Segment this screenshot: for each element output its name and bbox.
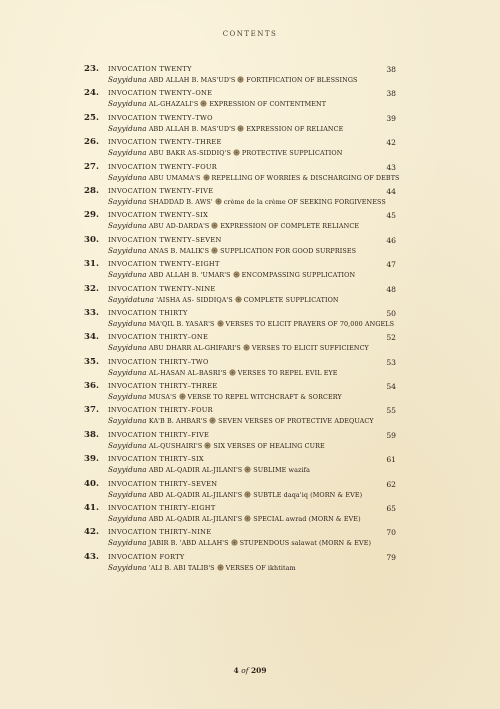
entry-subtitle	[108, 514, 361, 523]
entry-subtitle	[108, 563, 296, 572]
entry-subtitle	[108, 343, 369, 352]
honorific-seal-icon	[209, 417, 216, 424]
entry-description: VERSE TO REPEL WITCHCRAFT & SORCERY	[187, 393, 342, 402]
honorific-seal-icon	[237, 125, 244, 132]
entry-number: 36.	[84, 381, 99, 392]
entry-number: 31.	[84, 259, 99, 270]
entry-subtitle	[108, 441, 325, 450]
entry-number: 34.	[84, 332, 99, 343]
toc-entry[interactable]	[84, 259, 396, 283]
entry-page-number: 70	[386, 528, 396, 538]
entry-number: 35.	[84, 356, 99, 367]
entry-subtitle	[108, 75, 358, 84]
entry-honorific: Sayyiduna	[108, 172, 147, 182]
entry-page-number: 46	[386, 235, 396, 245]
entry-description: SUBTLE daqa'iq (MORN & EVE)	[253, 490, 363, 499]
entry-person: ABU UMAMA'S	[148, 173, 201, 182]
entry-page-number: 48	[386, 284, 396, 294]
entry-title: INVOCATION TWENTY–FOUR	[108, 162, 218, 171]
toc-entry[interactable]	[84, 113, 396, 137]
entry-honorific: Sayyiduna	[108, 514, 147, 524]
honorific-seal-icon	[231, 539, 238, 546]
entry-page-number: 55	[386, 406, 396, 416]
toc-entry-heading	[84, 552, 396, 563]
entry-person: MA'QIL B. YASAR'S	[148, 319, 215, 328]
entry-page-number: 53	[386, 357, 396, 367]
entry-title: INVOCATION TWENTY–NINE	[108, 284, 216, 293]
entry-title: INVOCATION THIRTY–THREE	[108, 382, 218, 391]
entry-honorific: Sayyiduna	[108, 196, 147, 206]
toc-entry-heading	[84, 503, 396, 514]
toc-entry-heading	[84, 357, 396, 368]
entry-page-number: 61	[386, 455, 396, 465]
toc-entry[interactable]	[84, 284, 396, 308]
entry-description: VERSES OF ikhtitam	[225, 563, 296, 572]
entry-description: VERSES TO ELICIT SUFFICIENCY	[251, 344, 369, 353]
honorific-seal-icon	[233, 149, 240, 156]
toc-entry[interactable]	[84, 235, 396, 259]
toc-entry-heading	[84, 454, 396, 465]
entry-title: INVOCATION THIRTY	[108, 308, 188, 317]
entry-page-number: 38	[386, 65, 396, 74]
entry-page-number: 42	[386, 138, 396, 148]
page-footer	[0, 666, 500, 675]
entry-subtitle	[108, 270, 355, 279]
entry-person: ABD AL-QADIR AL-JILANI'S	[148, 490, 243, 499]
entry-page-number: 44	[386, 186, 396, 196]
entry-person: SHADDAD B. AWS'	[148, 197, 213, 206]
entry-person: ABD ALLAH B. MAS'UD'S	[148, 124, 236, 133]
entry-subtitle	[108, 173, 400, 182]
toc-entry[interactable]	[84, 308, 396, 332]
honorific-seal-icon	[244, 515, 251, 522]
entry-honorific: Sayyiduna	[108, 245, 147, 255]
entry-title: INVOCATION THIRTY–EIGHT	[108, 504, 216, 513]
entry-subtitle	[108, 368, 338, 377]
entry-person: ABD AL-QADIR AL-JILANI'S	[148, 466, 243, 475]
entry-description: SEVEN VERSES OF PROTECTIVE ADEQUACY	[218, 417, 374, 426]
entry-title: INVOCATION TWENTY–SIX	[108, 211, 209, 220]
entry-person: KA'B B. AHBAR'S	[148, 417, 208, 426]
page-header: CONTENTS	[222, 30, 278, 38]
entry-subtitle	[108, 392, 342, 401]
current-page-number: 4	[233, 666, 239, 675]
entry-person: ABU DHARR AL-GHIFARI'S	[148, 344, 241, 353]
entry-page-number: 47	[386, 260, 396, 270]
toc-entry-heading	[84, 405, 396, 416]
entry-description: EXPRESSION OF RELIANCE	[246, 124, 344, 133]
toc-entry-heading	[84, 210, 396, 221]
entry-title: INVOCATION THIRTY–SIX	[108, 455, 204, 464]
entry-number: 28.	[84, 185, 99, 196]
entry-honorific: Sayyiduna	[108, 538, 147, 548]
toc-entry-heading	[84, 162, 396, 173]
entry-honorific: Sayyiduna	[108, 123, 147, 133]
honorific-seal-icon	[229, 369, 236, 376]
entry-person: 'AISHA AS- SIDDIQA'S	[156, 295, 233, 304]
entry-page-number: 65	[386, 504, 396, 514]
toc-entry-heading	[84, 308, 396, 319]
honorific-seal-icon	[215, 198, 222, 205]
entry-title: INVOCATION THIRTY–TWO	[108, 357, 209, 366]
total-page-number: 209	[251, 666, 267, 675]
entry-person: ABD AL-QADIR AL-JILANI'S	[148, 515, 243, 524]
toc-entry[interactable]	[84, 527, 396, 551]
toc-entry[interactable]	[84, 552, 396, 576]
entry-title: INVOCATION TWENTY–ONE	[108, 89, 213, 98]
honorific-seal-icon	[244, 491, 251, 498]
honorific-seal-icon	[204, 442, 211, 449]
entry-honorific: Sayyiduna	[108, 318, 147, 328]
entry-title: INVOCATION TWENTY–EIGHT	[108, 260, 220, 269]
entry-title: INVOCATION TWENTY–FIVE	[108, 186, 214, 195]
toc-entry-heading	[84, 113, 396, 124]
entry-description: EXPRESSION OF CONTENTMENT	[209, 100, 327, 109]
honorific-seal-icon	[200, 100, 207, 107]
entry-subtitle	[108, 319, 394, 328]
entry-description: FORTIFICATION OF BLESSINGS	[246, 76, 358, 84]
entry-description: SIX VERSES OF HEALING CURE	[213, 441, 325, 450]
entry-subtitle	[108, 295, 339, 304]
honorific-seal-icon	[243, 344, 250, 351]
entry-number: 26.	[84, 137, 99, 148]
table-of-contents	[84, 64, 400, 576]
entry-number: 40.	[84, 478, 99, 489]
entry-subtitle	[108, 197, 386, 206]
toc-entry[interactable]	[84, 479, 396, 503]
entry-title: INVOCATION TWENTY–TWO	[108, 113, 213, 122]
entry-page-number: 50	[386, 308, 396, 318]
entry-subtitle	[108, 221, 359, 230]
page-of-word: of	[241, 666, 249, 675]
entry-number: 23.	[84, 64, 99, 74]
entry-number: 33.	[84, 307, 99, 318]
honorific-seal-icon	[211, 222, 218, 229]
entry-honorific: Sayyiduna	[108, 440, 147, 450]
entry-person: ABU BAKR AS-SIDDIQ'S	[148, 149, 231, 158]
entry-title: INVOCATION TWENTY	[108, 65, 192, 73]
toc-entry-heading	[84, 137, 396, 148]
toc-entry[interactable]	[84, 405, 396, 429]
entry-honorific: Sayyiduna	[108, 99, 147, 109]
entry-number: 37.	[84, 405, 99, 416]
entry-number: 43.	[84, 551, 99, 562]
honorific-seal-icon	[217, 320, 224, 327]
entry-person: ABD ALLAH B. MAS'UD'S	[148, 76, 236, 84]
toc-entry-heading	[84, 527, 396, 538]
entry-honorific: Sayyiduna	[108, 75, 147, 84]
entry-page-number: 79	[386, 552, 396, 562]
entry-title: INVOCATION THIRTY–ONE	[108, 333, 209, 342]
honorific-seal-icon	[217, 564, 224, 571]
entry-title: INVOCATION THIRTY–NINE	[108, 528, 212, 537]
honorific-seal-icon	[179, 393, 186, 400]
toc-entry-heading	[84, 88, 396, 99]
entry-number: 30.	[84, 234, 99, 245]
entry-number: 24.	[84, 88, 99, 99]
toc-entry[interactable]	[84, 357, 396, 381]
entry-description: crème de la crème OF SEEKING FORGIVENESS	[223, 197, 386, 206]
honorific-seal-icon	[203, 174, 210, 181]
toc-entry[interactable]	[84, 503, 396, 527]
toc-entry-heading	[84, 64, 396, 75]
entry-person: MUSA'S	[148, 393, 177, 402]
entry-person: AL-GHAZALI'S	[148, 100, 199, 109]
entry-honorific: Sayyiduna	[108, 392, 147, 402]
entry-page-number: 62	[386, 479, 396, 489]
toc-entry-heading	[84, 235, 396, 246]
entry-page-number: 43	[386, 162, 396, 172]
entry-subtitle	[108, 246, 356, 255]
entry-honorific: Sayyiduna	[108, 221, 147, 231]
honorific-seal-icon	[244, 466, 251, 473]
entry-person: ABD ALLAH B. 'UMAR'S	[148, 271, 231, 280]
toc-entry[interactable]	[84, 454, 396, 478]
honorific-seal-icon	[233, 271, 240, 278]
entry-number: 42.	[84, 527, 99, 538]
toc-entry[interactable]	[84, 186, 396, 210]
entry-honorific: Sayyiduna	[108, 367, 147, 377]
entry-honorific: Sayyiduna	[108, 416, 147, 426]
entry-description: SUBLIME wazifa	[253, 466, 311, 475]
entry-page-number: 54	[386, 382, 396, 392]
entry-honorific: Sayyiduna	[108, 343, 147, 353]
entry-honorific: Sayyidatuna	[108, 294, 155, 304]
entry-title: INVOCATION THIRTY–SEVEN	[108, 479, 218, 488]
toc-entry-heading	[84, 430, 396, 441]
honorific-seal-icon	[235, 296, 242, 303]
entry-number: 32.	[84, 283, 99, 294]
entry-description: COMPLETE SUPPLICATION	[243, 295, 339, 304]
entry-subtitle	[108, 490, 362, 499]
entry-description: ENCOMPASSING SUPPLICATION	[241, 271, 356, 280]
toc-entry-heading	[84, 381, 396, 392]
toc-entry-heading	[84, 284, 396, 295]
entry-title: INVOCATION THIRTY–FIVE	[108, 430, 210, 439]
entry-subtitle	[108, 148, 342, 157]
entry-title: INVOCATION TWENTY–THREE	[108, 138, 222, 147]
entry-person: AL-HASAN AL-BASRI'S	[148, 368, 227, 377]
toc-entry[interactable]	[84, 64, 396, 88]
entry-page-number: 52	[386, 333, 396, 343]
entry-page-number: 39	[386, 113, 396, 123]
entry-number: 41.	[84, 503, 99, 514]
entry-description: SUPPLICATION FOR GOOD SURPRISES	[220, 246, 357, 255]
entry-number: 29.	[84, 210, 99, 221]
toc-entry[interactable]	[84, 332, 396, 356]
entry-description: PROTECTIVE SUPPLICATION	[241, 149, 343, 158]
entry-honorific: Sayyiduna	[108, 489, 147, 499]
entry-subtitle	[108, 416, 374, 425]
toc-entry-heading	[84, 332, 396, 343]
entry-subtitle	[108, 124, 343, 133]
entry-title: INVOCATION TWENTY–SEVEN	[108, 235, 222, 244]
entry-page-number: 59	[386, 430, 396, 440]
toc-entry[interactable]	[84, 381, 396, 405]
entry-number: 39.	[84, 454, 99, 465]
entry-honorific: Sayyiduna	[108, 270, 147, 280]
toc-entry-heading	[84, 479, 396, 490]
entry-description: STUPENDOUS salawat (MORN & EVE)	[239, 539, 372, 548]
entry-person: AL-QUSHAIRI'S	[148, 441, 203, 450]
entry-title: INVOCATION FORTY	[108, 552, 185, 561]
entry-page-number: 45	[386, 211, 396, 221]
entry-honorific: Sayyiduna	[108, 465, 147, 475]
entry-subtitle	[108, 465, 310, 474]
entry-honorific: Sayyiduna	[108, 148, 147, 158]
entry-page-number: 38	[386, 89, 396, 99]
entry-description: SPECIAL awrad (MORN & EVE)	[253, 515, 361, 524]
entry-title: INVOCATION THIRTY–FOUR	[108, 406, 213, 415]
toc-entry-heading	[84, 186, 396, 197]
entry-description: VERSES TO ELICIT PRAYERS OF 70,000 ANGELS	[225, 319, 395, 328]
toc-entry[interactable]	[84, 137, 396, 161]
entry-honorific: Sayyiduna	[108, 562, 147, 572]
entry-person: ABU AD-DARDA'S	[148, 222, 210, 231]
entry-number: 38.	[84, 429, 99, 440]
honorific-seal-icon	[237, 76, 244, 83]
entry-number: 25.	[84, 112, 99, 123]
entry-description: VERSES TO REPEL EVIL EYE	[237, 368, 338, 377]
entry-description: REPELLING OF WORRIES & DISCHARGING OF DEBTS	[211, 173, 400, 182]
entry-number: 27.	[84, 161, 99, 172]
entry-person: ANAS B. MALIK'S	[148, 246, 210, 255]
entry-subtitle	[108, 99, 326, 108]
entry-person: 'ALI B. ABI TALIB'S	[148, 563, 215, 572]
entry-description: EXPRESSION OF COMPLETE RELIANCE	[220, 222, 360, 231]
entry-person: JABIR B. 'ABD ALLAH'S	[148, 539, 229, 548]
toc-entry[interactable]	[84, 161, 400, 186]
entry-subtitle	[108, 538, 371, 547]
toc-entry[interactable]	[84, 430, 396, 454]
honorific-seal-icon	[211, 247, 218, 254]
toc-entry[interactable]	[84, 88, 396, 112]
toc-entry[interactable]	[84, 210, 396, 234]
toc-entry-heading	[84, 259, 396, 270]
